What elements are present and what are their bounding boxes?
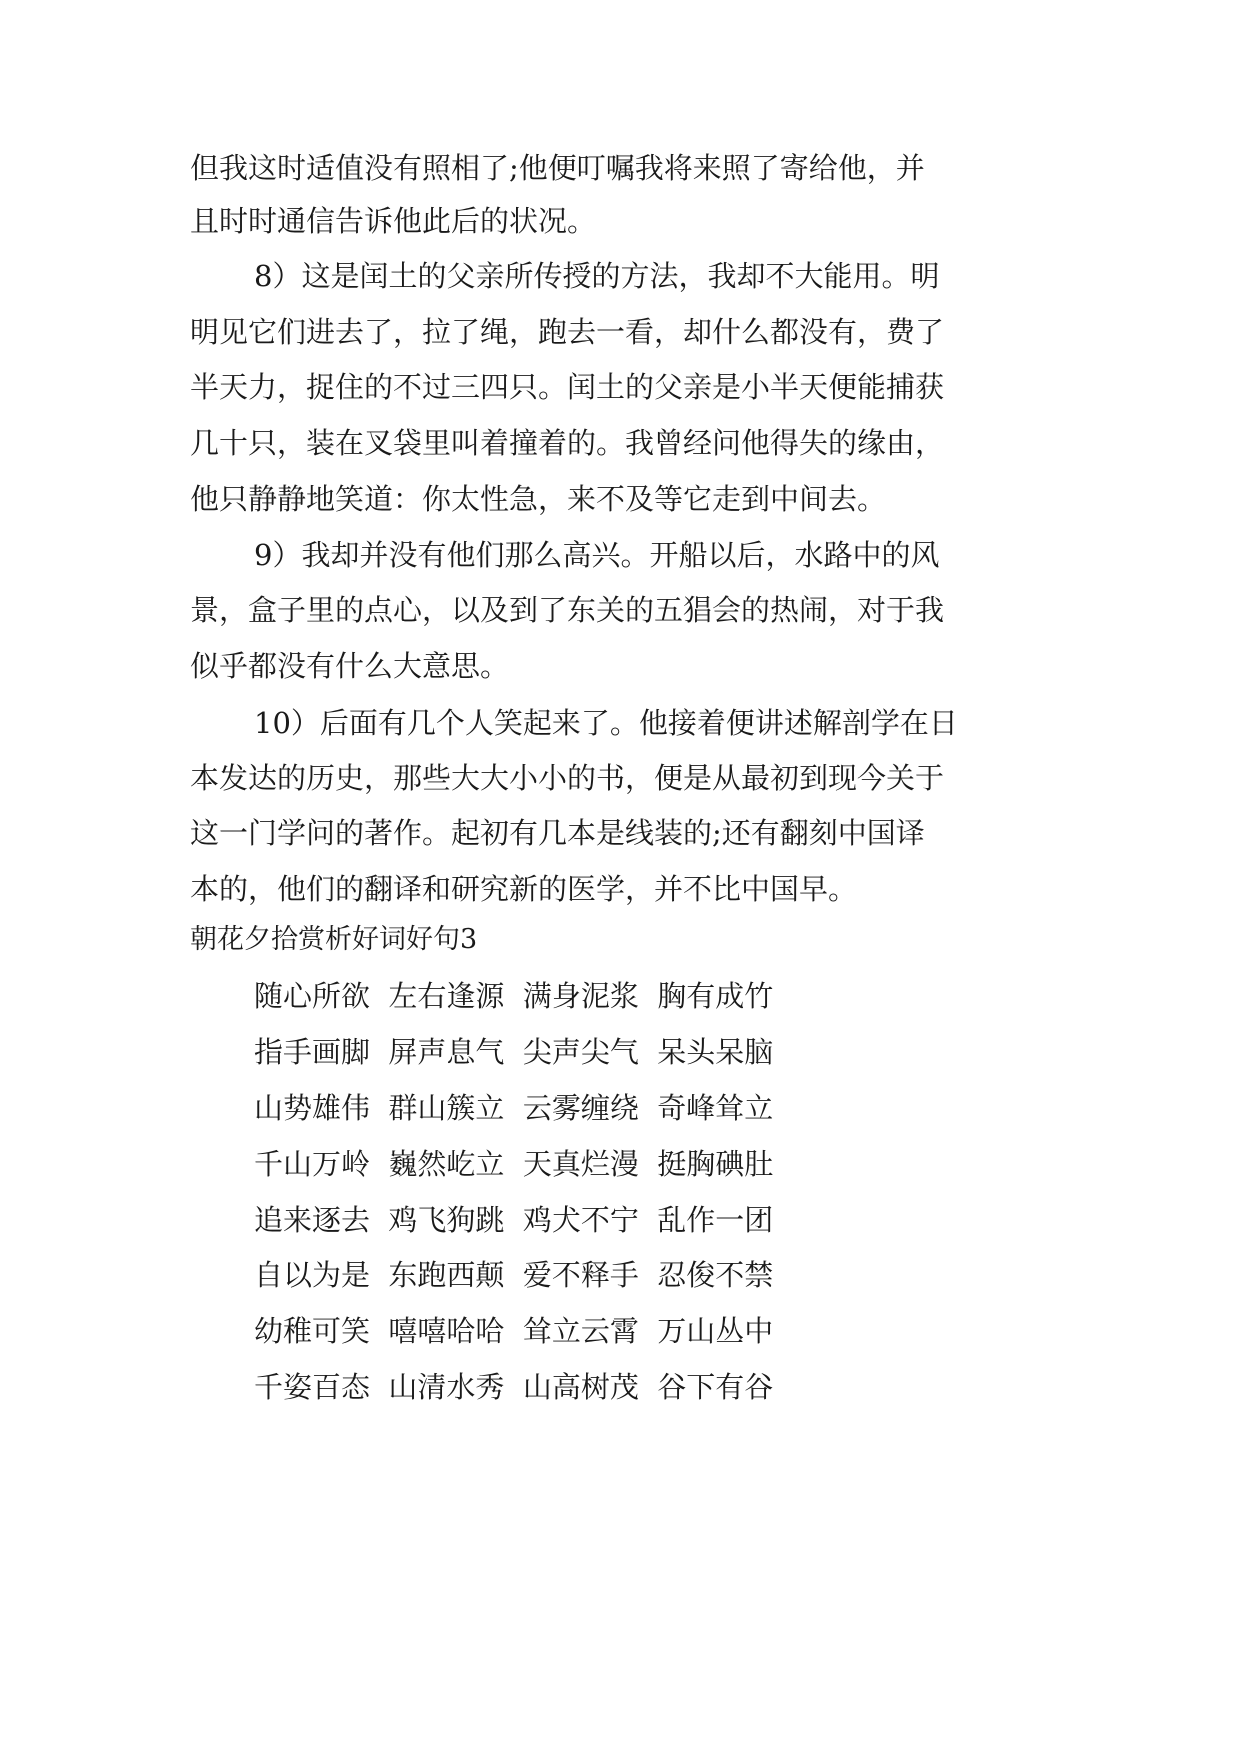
idiom-row-4: 千山万岭 巍然屹立 天真烂漫 挺胸碘肚 <box>254 1147 774 1181</box>
paragraph-4-line-1: 10）后面有几个人笑起来了。他接着便讲述解剖学在日 <box>254 706 958 740</box>
idiom-row-6: 自以为是 东跑西颠 爱不释手 忍俊不禁 <box>254 1258 774 1292</box>
idiom-row-8: 千姿百态 山清水秀 山高树茂 谷下有谷 <box>254 1370 774 1404</box>
idiom-row-2: 指手画脚 屏声息气 尖声尖气 呆头呆脑 <box>254 1035 774 1069</box>
paragraph-3-line-3: 似乎都没有什么大意思。 <box>190 649 510 683</box>
paragraph-4-line-2: 本发达的历史，那些大大小小的书，便是从最初到现今关于 <box>190 761 945 795</box>
paragraph-2-line-5: 他只静静地笑道：你太性急，来不及等它走到中间去。 <box>190 482 887 516</box>
paragraph-2-line-2: 明见它们进去了，拉了绳，跑去一看，却什么都没有，费了 <box>190 315 945 349</box>
paragraph-1-line-1: 但我这时适值没有照相了;他便叮嘱我将来照了寄给他，并 <box>190 151 925 185</box>
paragraph-1-line-2: 且时时通信告诉他此后的状况。 <box>190 204 597 238</box>
paragraph-4-line-3: 这一门学问的著作。起初有几本是线装的;还有翻刻中国译 <box>190 816 925 850</box>
paragraph-3-line-2: 景，盒子里的点心，以及到了东关的五猖会的热闹，对于我 <box>190 593 945 627</box>
idiom-row-5: 追来逐去 鸡飞狗跳 鸡犬不宁 乱作一团 <box>254 1203 774 1237</box>
paragraph-2-line-4: 几十只，装在叉袋里叫着撞着的。我曾经问他得失的缘由， <box>190 426 945 460</box>
idiom-row-1: 随心所欲 左右逢源 满身泥浆 胸有成竹 <box>254 979 774 1013</box>
section-title: 朝花夕拾赏析好词好句3 <box>190 924 478 955</box>
paragraph-3-line-1: 9）我却并没有他们那么高兴。开船以后，水路中的风 <box>254 538 940 572</box>
idiom-row-3: 山势雄伟 群山簇立 云雾缠绕 奇峰耸立 <box>254 1091 774 1125</box>
idiom-row-7: 幼稚可笑 嘻嘻哈哈 耸立云霄 万山丛中 <box>254 1314 774 1348</box>
paragraph-4-line-4: 本的，他们的翻译和研究新的医学，并不比中国早。 <box>190 872 858 906</box>
paragraph-2-line-1: 8）这是闰土的父亲所传授的方法，我却不大能用。明 <box>254 259 940 293</box>
paragraph-2-line-3: 半天力，捉住的不过三四只。闰土的父亲是小半天便能捕获 <box>190 370 945 404</box>
